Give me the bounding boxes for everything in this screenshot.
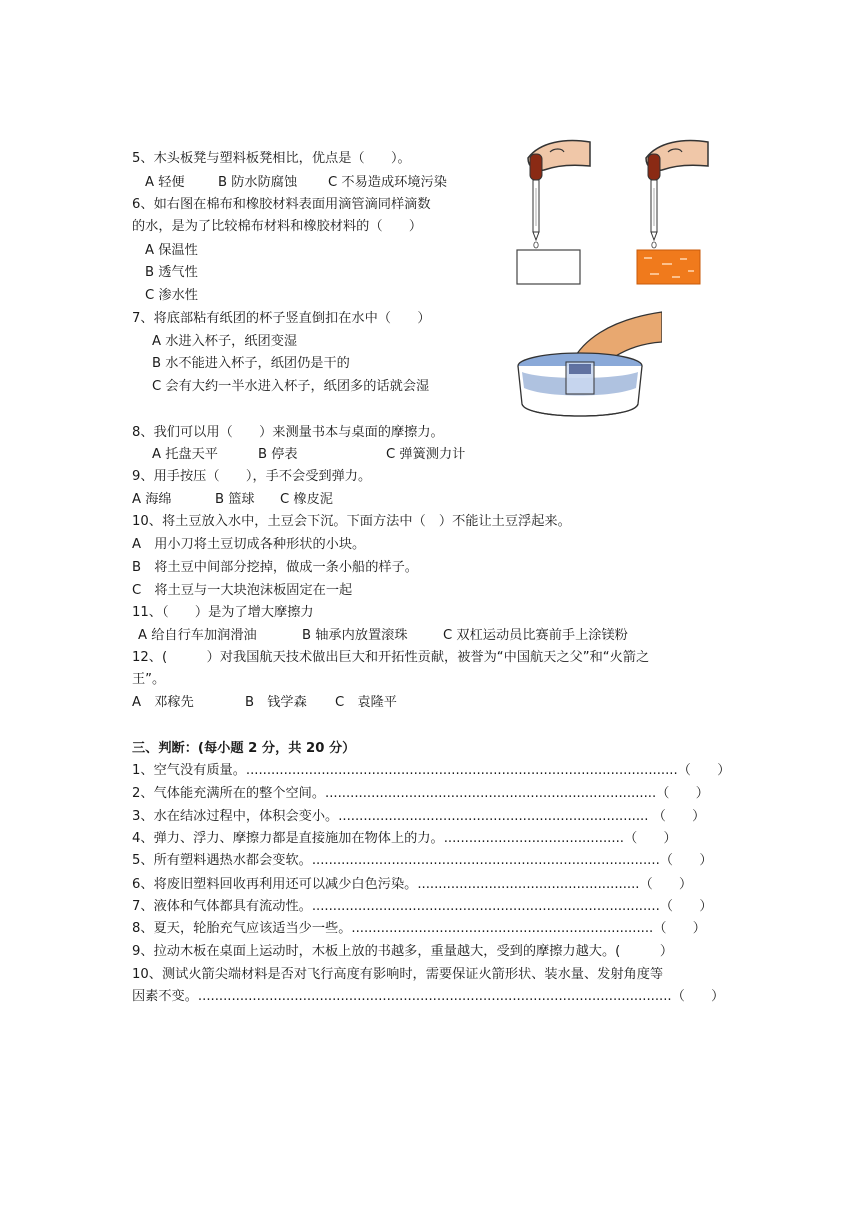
q10-stem: 10、将土豆放入水中，土豆会下沉。下面方法中（ ）不能让土豆浮起来。 [132,514,571,529]
judge-item-9: 9、拉动木板在桌面上运动时，木板上放的书越多，重量越大，受到的摩擦力越大。( ） [132,944,674,959]
q10-option-b: B 将土豆中间部分挖掉，做成一条小船的样子。 [132,560,418,575]
q11-option-a: A 给自行车加润滑油 [138,628,257,643]
q11-option-b: B 轴承内放置滚珠 [302,628,408,643]
q5-option-a: A 轻便 [145,175,185,190]
dropper-cloth-rubber-figure [510,130,710,290]
q11-option-c: C 双杠运动员比赛前手上涂镁粉 [443,628,628,643]
q7-option-c: C 会有大约一半水进入杯子，纸团多的话就会湿 [152,379,430,394]
section-heading-judge: 三、判断：(每小题 2 分，共 20 分） [132,741,356,756]
cotton-cloth-sample [517,250,580,284]
judge-item-10-line2: 因素不变。.................................................................................................................（ ） [132,989,725,1004]
rubber-sample [637,250,700,284]
q12-stem-line1: 12、( ）对我国航天技术做出巨大和开拓性贡献，被誉为“中国航天之父”和“火箭之 [132,650,650,665]
q10-option-c: C 将土豆与一大块泡沫板固定在一起 [132,583,353,598]
q7-option-b: B 水不能进入杯子，纸团仍是干的 [152,356,350,371]
judge-item-5: 5、所有塑料遇热水都会变软。...................................................................................（ ） [132,853,713,868]
q6-stem-line1: 6、如右图在棉布和橡胶材料表面用滴管滴同样滴数 [132,197,431,212]
paper-ball [569,364,591,374]
q6-stem-line2: 的水，是为了比较棉布材料和橡胶材料的（ ） [132,219,423,234]
q5-stem: 5、木头板凳与塑料板凳相比，优点是（ ）。 [132,151,411,166]
cup-in-water-figure [512,308,662,424]
q12-option-c: C 袁隆平 [335,695,397,710]
judge-item-7: 7、液体和气体都具有流动性。...................................................................................（ ） [132,899,713,914]
q7-stem: 7、将底部粘有纸团的杯子竖直倒扣在水中（ ） [132,311,431,326]
judge-item-3: 3、水在结冰过程中，体积会变小。.......................................................................... （ ） [132,809,706,824]
judge-item-4: 4、弹力、浮力、摩擦力都是直接施加在物体上的力。...........................................（ ） [132,831,677,846]
q9-option-a: A 海绵 [132,492,172,507]
q5-option-c: C 不易造成环境污染 [328,175,447,190]
judge-item-2: 2、气体能充满所在的整个空间。...............................................................................（ ） [132,786,709,801]
left-hand-dropper [528,141,590,248]
judge-item-8: 8、夏天，轮胎充气应该适当少一些。........................................................................（ ） [132,921,706,936]
q9-option-b: B 篮球 [215,492,255,507]
q12-option-a: A 邓稼先 [132,695,194,710]
judge-item-1: 1、空气没有质量。.......................................................................................................（ ） [132,763,731,778]
q11-stem: 11、（ ）是为了增大摩擦力 [132,605,314,620]
q8-option-c: C 弹簧测力计 [386,447,466,462]
right-hand-dropper [646,141,708,248]
q8-option-a: A 托盘天平 [152,447,218,462]
q8-stem: 8、我们可以用（ ）来测量书本与桌面的摩擦力。 [132,425,444,440]
judge-item-10-line1: 10、测试火箭尖端材料是否对飞行高度有影响时，需要保证火箭形状、装水量、发射角度等 [132,967,664,982]
q9-stem: 9、用手按压（ ），手不会受到弹力。 [132,469,372,484]
q7-option-a: A 水进入杯子，纸团变湿 [152,334,298,349]
q6-option-b: B 透气性 [145,265,198,280]
q6-option-c: C 渗水性 [145,288,198,303]
q5-option-b: B 防水防腐蚀 [218,175,298,190]
judge-item-6: 6、将废旧塑料回收再利用还可以减少白色污染。.....................................................（ ） [132,877,693,892]
q12-stem-line2: 王”。 [132,672,166,687]
q8-option-b: B 停表 [258,447,298,462]
q6-option-a: A 保温性 [145,243,198,258]
q9-option-c: C 橡皮泥 [280,492,333,507]
q10-option-a: A 用小刀将土豆切成各种形状的小块。 [132,537,366,552]
q12-option-b: B 钱学森 [245,695,307,710]
